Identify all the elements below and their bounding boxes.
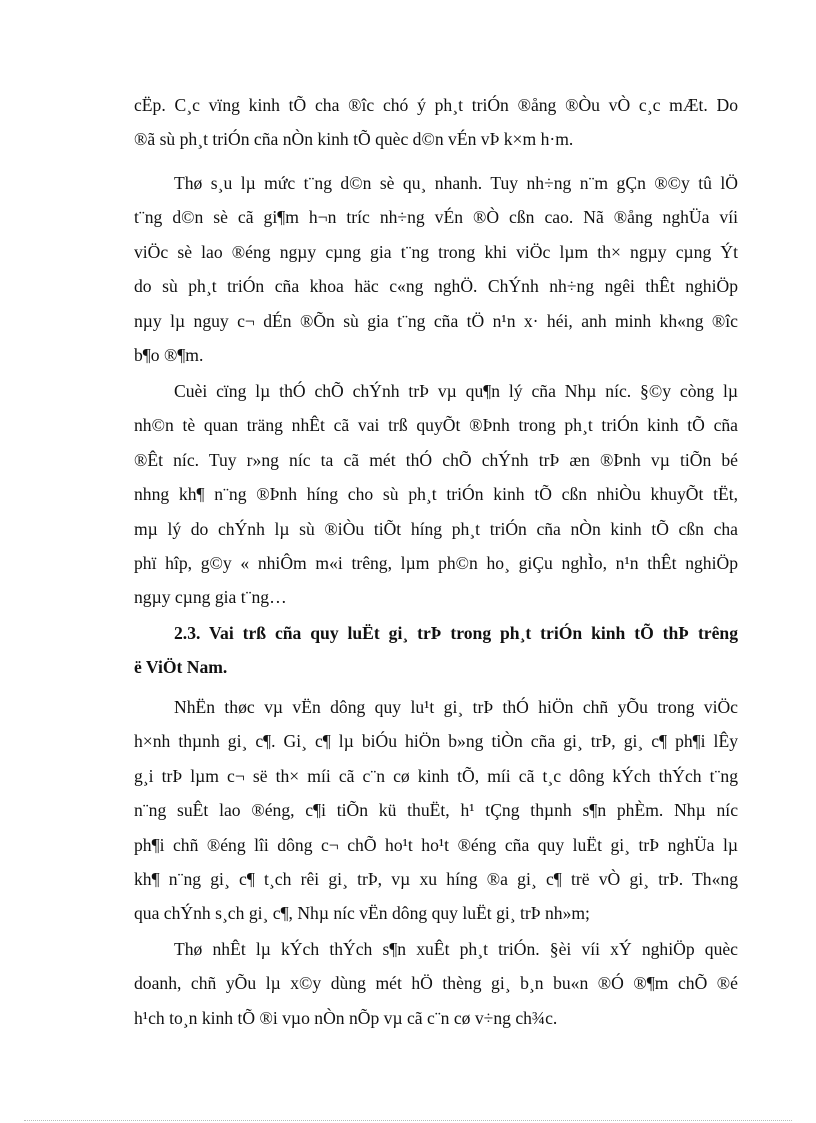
paragraph-2 [134, 166, 738, 372]
text-line: phï hîp, g©y « nhiÔm m«i trêng, lµm ph©n ho¸ giÇu nghÌo, n¹n thÊt nghiÖp [134, 553, 738, 574]
heading-line: ë ViÖt Nam. [134, 657, 228, 678]
paragraph-3 [134, 374, 738, 615]
text-line: h¹ch to¸n kinh tÕ ®i vµo nÒn nÕp vµ cã c¨n cø v÷ng ch¾c. [134, 1007, 558, 1028]
text-line: qua chÝnh s¸ch gi¸ c¶, Nhµ níc vËn dông quy luËt gi¸ trÞ nh»m; [134, 903, 590, 924]
text-line: nhng kh¶ n¨ng ®Þnh híng cho sù ph¸t triÓn kinh tÕ cßn nhiÒu khuyÕt tËt, [134, 484, 738, 505]
text-line: viÖc sè lao ®éng ngµy cµng gia t¨ng trong khi viÖc lµm th× ngµy cµng Ýt [134, 241, 738, 262]
text-line: Thø nhÊt lµ kÝch thÝch s¶n xuÊt ph¸t triÓn. §èi víi xÝ nghiÖp quèc [174, 939, 738, 959]
text-line: mµ lý do chÝnh lµ sù ®iÒu tiÕt híng ph¸t triÓn cña nÒn kinh tÕ cßn cha [134, 518, 738, 539]
text-line: n¨ng suÊt lao ®éng, c¶i tiÕn kü thuËt, h¹ tÇng thµnh s¶n phÈm. Nhµ níc [134, 800, 738, 821]
text-line: Cuèi cïng lµ thÓ chÕ chÝnh trÞ vµ qu¶n lý cña Nhµ níc. §©y còng lµ [174, 381, 738, 401]
text-line: g¸i trÞ lµm c¬ së th× míi cã c¨n cø kinh tÕ, míi cã t¸c dông kÝch thÝch t¨ng [134, 765, 738, 786]
text-line: nh©n tè quan träng nhÊt cã vai trß quyÕt ®Þnh trong ph¸t triÓn kinh tÕ cña [134, 415, 738, 436]
section-heading [134, 616, 738, 685]
paragraph-4 [134, 690, 738, 931]
text-line: Thø s¸u lµ mức t¨ng d©n sè qu¸ nhanh. Tuy nh÷ng n¨m gÇn ®©y tû lÖ [174, 173, 738, 193]
text-line: b¶o ®¶m. [134, 345, 204, 366]
paragraph-5 [134, 932, 738, 1035]
text-line: nµy lµ nguy c¬ dÉn ®Õn sù gia t¨ng cña tÖ n¹n x· héi, anh minh kh«ng ®îc [134, 310, 738, 331]
text-line: ®ã sù ph¸t triÓn cña nÒn kinh tÕ quèc d©n vÉn vÞ k×m h·m. [134, 129, 574, 150]
text-line: NhËn thøc vµ vËn dông quy lu¹t gi¸ trÞ thÓ hiÖn chñ yÕu trong viÖc [174, 697, 738, 717]
text-line: h×nh thµnh gi¸ c¶. Gi¸ c¶ lµ biÓu hiÖn b»ng tiÒn cña gi¸ trÞ, gi¸ c¶ ph¶i lÊy [134, 731, 738, 752]
heading-line: 2.3. Vai trß cña quy luËt gi¸ trÞ trong ph¸t triÓn kinh tÕ thÞ trêng [174, 623, 738, 643]
text-line: t¨ng d©n sè cã gi¶m h¬n tríc nh÷ng vÉn ®Ò cßn cao. Nã ®ång nghÜa víi [134, 207, 738, 228]
text-line: ph¶i chñ ®éng lîi dông c¬ chÕ ho¹t ho¹t ®éng cña quy luËt gi¸ trÞ nghÜa lµ [134, 834, 738, 855]
text-line: doanh, chñ yÕu lµ x©y dùng mét hÖ thèng gi¸ b¸n bu«n ®Ó ®¶m chÕ ®é [134, 973, 738, 994]
text-line: ngµy cµng gia t¨ng… [134, 587, 287, 608]
text-line: cËp. C¸c vïng kinh tÕ cha ®îc chó ý ph¸t triÓn ®ång ®Òu vÒ c¸c mÆt. Do [134, 95, 738, 115]
text-line: kh¶ n¨ng gi¸ c¶ t¸ch rêi gi¸ trÞ, vµ xu híng ®a gi¸ c¶ trë vÒ gi¸ trÞ. Th«ng [134, 869, 738, 890]
text-line: ®Êt níc. Tuy r»ng níc ta cã mét thÓ chÕ chÝnh trÞ æn ®Þnh vµ tiÕn bé [134, 449, 738, 470]
paragraph-1 [134, 88, 738, 157]
page-bottom-border [24, 1120, 792, 1121]
text-line: do sù ph¸t triÓn cña khoa häc c«ng nghÖ. ChÝnh nh÷ng ngêi thÊt nghiÖp [134, 276, 738, 297]
